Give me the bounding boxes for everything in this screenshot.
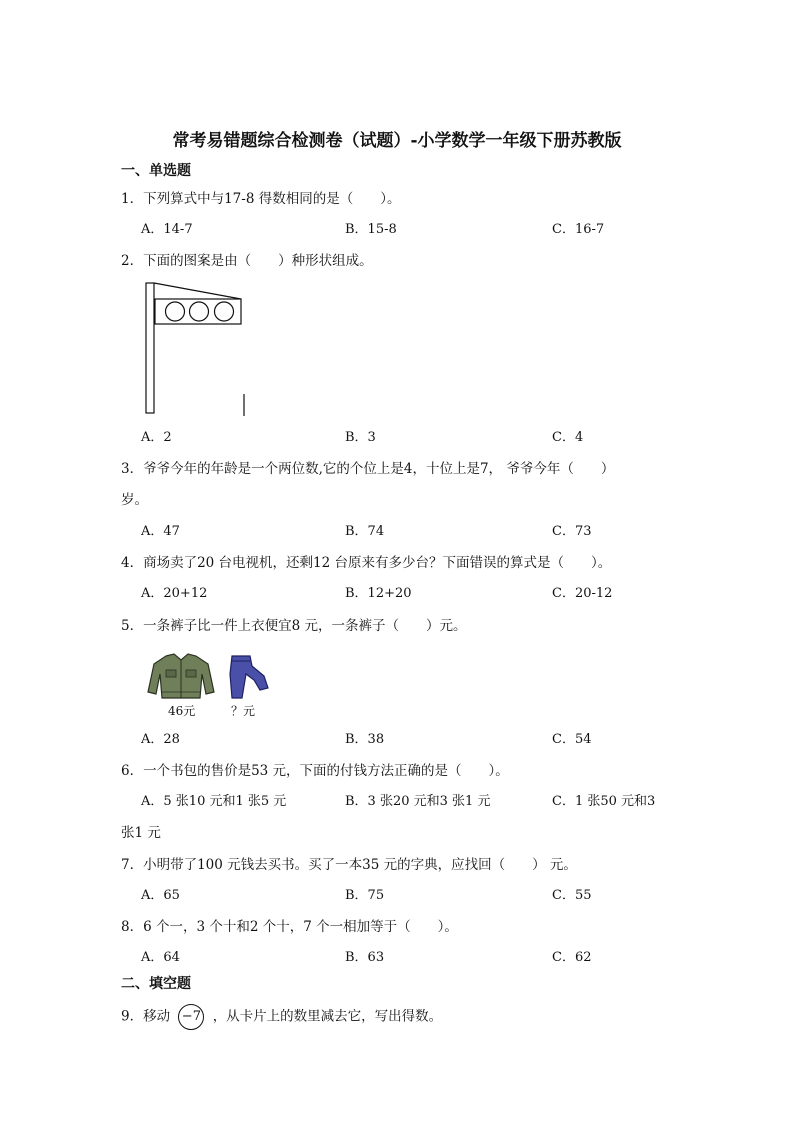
question-1-option-a[interactable]: A．14-7 (141, 222, 193, 237)
question-8-option-b[interactable]: B．63 (345, 950, 385, 965)
jacket-price-label: 46元 (168, 704, 196, 718)
question-1-option-b[interactable]: B．15-8 (345, 222, 397, 237)
page-title: 常考易错题综合检测卷（试题）-小学数学一年级下册苏教版 (172, 131, 622, 151)
question-7-option-b[interactable]: B．75 (345, 888, 385, 903)
section-heading-fill-blank: 二、填空题 (121, 976, 191, 992)
question-3-option-b[interactable]: B．74 (345, 524, 385, 539)
question-6-option-b[interactable]: B．3 张20 元和3 张1 元 (345, 794, 491, 809)
question-4-stem: 4．商场卖了20 台电视机，还剩12 台原来有多少台？下面错误的算式是（ ）。 (121, 555, 612, 571)
question-5-option-a[interactable]: A．28 (141, 732, 180, 747)
question-7-stem: 7．小明带了100 元钱去买书。买了一本35 元的字典，应找回（ ） 元。 (121, 857, 577, 873)
question-9-stem-end: ，从卡片上的数里减去它，写出得数。 (212, 1008, 443, 1025)
question-7-option-a[interactable]: A．65 (141, 888, 180, 903)
question-3-stem: 3．爷爷今年的年龄是一个两位数,它的个位上是4，十位上是7， 爷爷今年（ ） (121, 461, 615, 477)
trousers-icon (224, 654, 270, 700)
question-8-option-a[interactable]: A．64 (141, 950, 180, 965)
question-6-option-c[interactable]: C．1 张50 元和3 (552, 794, 656, 809)
question-1-option-c[interactable]: C．16-7 (552, 222, 605, 237)
question-5-option-b[interactable]: B．38 (345, 732, 385, 747)
question-4-option-c[interactable]: C．20-12 (552, 586, 613, 601)
question-3-option-c[interactable]: C．73 (552, 524, 592, 539)
question-6-stem: 6．一个书包的售价是53 元，下面的付钱方法正确的是（ ）。 (121, 763, 509, 779)
question-2-option-a[interactable]: A．2 (141, 430, 172, 445)
question-6-option-c-continued: 张1 元 (121, 825, 161, 841)
section-heading-single-choice: 一、单选题 (121, 163, 191, 179)
question-8-stem: 8．6 个一，3 个十和2 个十，7 个一相加等于（ ）。 (121, 919, 458, 935)
question-6-option-a[interactable]: A．5 张10 元和1 张5 元 (141, 794, 287, 809)
question-7-option-c[interactable]: C．55 (552, 888, 592, 903)
question-1-stem: 1．下列算式中与17-8 得数相同的是（ ）。 (121, 191, 401, 207)
question-9-stem-start: 9．移动 (121, 1008, 171, 1025)
question-5-stem: 5．一条裤子比一件上衣便宜8 元，一条裤子（ ）元。 (121, 618, 467, 634)
traffic-light-figure (140, 278, 250, 418)
jacket-icon (146, 652, 216, 700)
minus-seven-card-label: −7 (181, 1009, 201, 1024)
question-4-option-a[interactable]: A．20+12 (141, 586, 208, 601)
question-9-stem (121, 1004, 442, 1030)
question-4-option-b[interactable]: B．12+20 (345, 586, 412, 601)
question-2-option-c[interactable]: C．4 (552, 430, 584, 445)
trousers-price-label: ？元 (231, 704, 256, 718)
question-3-option-a[interactable]: A．47 (141, 524, 180, 539)
question-2-option-b[interactable]: B．3 (345, 430, 376, 445)
question-2-stem: 2．下面的图案是由（ ）种形状组成。 (121, 253, 373, 269)
question-5-option-c[interactable]: C．54 (552, 732, 592, 747)
question-3-stem-continued: 岁。 (121, 492, 148, 508)
minus-seven-card[interactable] (178, 1004, 204, 1030)
question-8-option-c[interactable]: C．62 (552, 950, 592, 965)
